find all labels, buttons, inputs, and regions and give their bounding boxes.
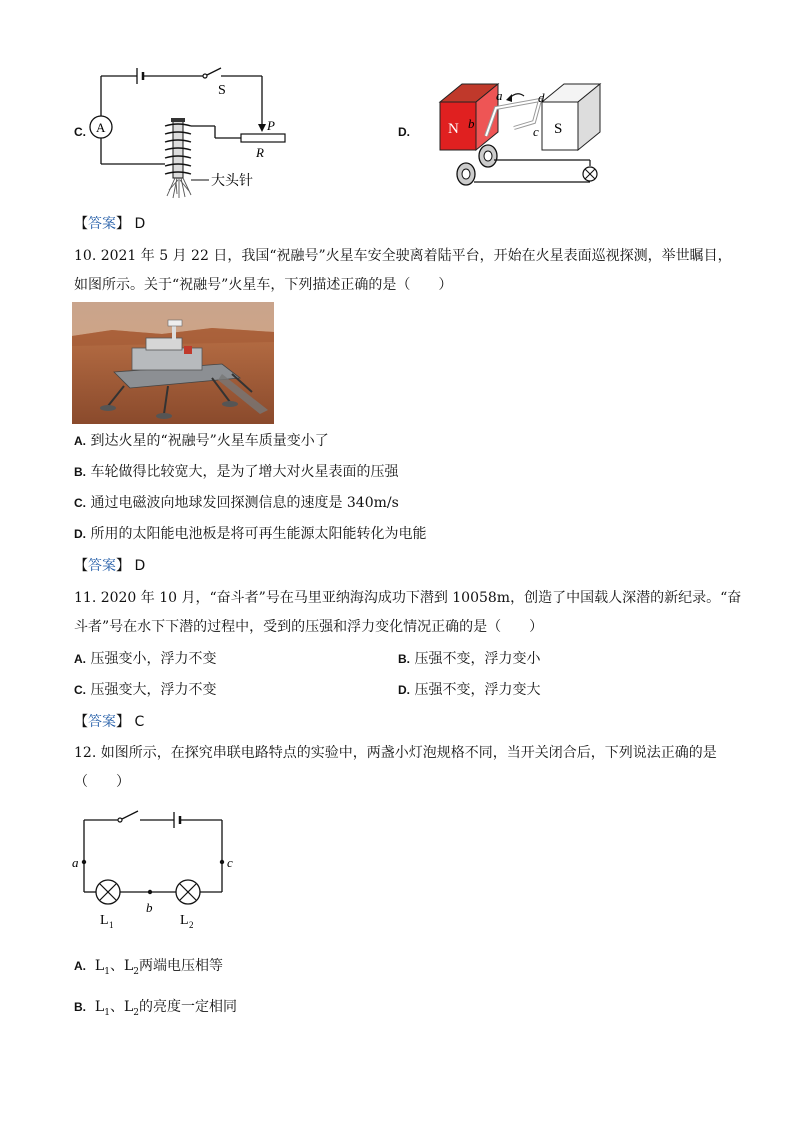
q9-figure-d-generator — [430, 78, 605, 196]
magnet-s-label: S — [554, 121, 563, 137]
pins-label: 大头针 — [211, 174, 253, 189]
switch-label: S — [218, 83, 226, 98]
q9-answer-value: D — [134, 216, 146, 232]
point-c-label: c — [533, 124, 539, 139]
q11-option-a: A. 压强变小，浮力不变 — [74, 651, 217, 667]
q12-point-a: a — [72, 855, 79, 870]
resistor-label: R — [256, 145, 264, 160]
q11-answer-value: C — [134, 714, 145, 730]
q12-series-circuit — [70, 806, 240, 936]
q11-answer: 【答案】 C — [74, 714, 145, 730]
q10-option-c: C. 通过电磁波向地球发回探测信息的速度是 340m/s — [74, 495, 399, 511]
q10-answer: 【答案】 D — [74, 558, 146, 574]
slider-label: P — [267, 118, 275, 133]
q12-stem-line1: 12. 如图所示，在探究串联电路特点的实验中，两盏小灯泡规格不同，当开关闭合后，下列说法正确的是 — [74, 745, 717, 761]
q11-option-b: B. 压强不变，浮力变小 — [398, 651, 541, 667]
q9-option-c-letter: C. — [74, 125, 86, 139]
q10-option-a: A. 到达火星的“祝融号”火星车质量变小了 — [74, 433, 329, 449]
q10-stem-line1: 10. 2021 年 5 月 22 日，我国“祝融号”火星车安全驶离着陆平台，开始在火星表面巡视探测，举世瞩目， — [74, 248, 732, 264]
q12-option-b: B. $L_1$、$L_2$的亮度一定相同 — [74, 999, 237, 1018]
point-d-label: d — [538, 90, 545, 105]
q10-option-d: D. 所用的太阳能电池板是将可再生能源太阳能转化为电能 — [74, 526, 427, 542]
q12-lamp1-sub: 1 — [109, 920, 114, 930]
q12-point-c: c — [227, 855, 233, 870]
q12-lamp2-label: L — [180, 913, 189, 928]
q10-option-b: B. 车轮做得比较宽大，是为了增大对火星表面的压强 — [74, 464, 399, 480]
q11-option-c: C. 压强变大，浮力不变 — [74, 682, 217, 698]
q11-stem-line1: 11. 2020 年 10 月，“奋斗者”号在马里亚纳海沟成功下潜到 10058m，创造了中国载人深潜的新纪录。“奋 — [74, 590, 742, 606]
q9-answer: 【答案】 D — [74, 216, 146, 232]
q12-lamp1-label: L — [100, 913, 109, 928]
point-a-label: a — [496, 88, 503, 103]
q12-lamp2-sub: 2 — [189, 920, 194, 930]
zhurong-rover-photo — [72, 302, 274, 424]
q12-point-b: b — [146, 900, 153, 915]
q9-figure-c-circuit — [85, 64, 300, 204]
q10-stem-line2: 如图所示。关于“祝融号”火星车，下列描述正确的是（ ） — [74, 277, 453, 293]
q9-option-d-letter: D. — [398, 125, 410, 139]
q12-stem-line2: （ ） — [74, 774, 130, 790]
q12-option-a: A. $L_1$、$L_2$两端电压相等 — [74, 958, 223, 977]
q11-option-d: D. 压强不变，浮力变大 — [398, 682, 541, 698]
point-b-label: b — [468, 116, 475, 131]
q11-stem-line2: 斗者”号在水下下潜的过程中，受到的压强和浮力变化情况正确的是（ ） — [74, 619, 544, 635]
magnet-n-label: N — [448, 121, 459, 137]
q10-answer-value: D — [134, 558, 146, 574]
ammeter-label: A — [96, 120, 106, 135]
